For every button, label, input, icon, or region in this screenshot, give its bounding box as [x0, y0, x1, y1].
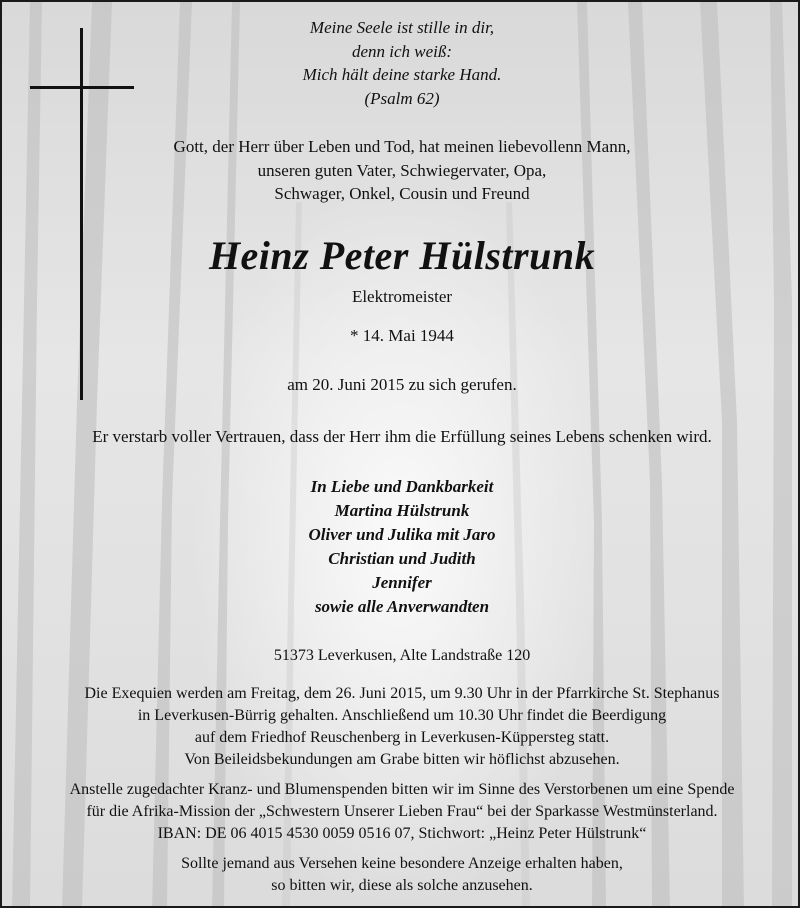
exequien-line-1: Die Exequien werden am Freitag, dem 26. Juni 2015, um 9.30 Uhr in der Pfarrkirche St. Stephanus: [84, 685, 720, 702]
closing-line-1: Sollte jemand aus Versehen keine besondere Anzeige erhalten haben,: [181, 855, 623, 872]
intro-line-3: Schwager, Onkel, Cousin und Freund: [274, 184, 530, 203]
family-line-4: Christian und Judith: [328, 549, 476, 568]
family-address: 51373 Leverkusen, Alte Landstraße 120: [273, 647, 531, 664]
family-line-5: Jennifer: [372, 573, 432, 592]
donation-line-2: für die Afrika-Mission der „Schwestern Unserer Lieben Frau“ bei der Sparkasse Westmünsterland.: [86, 803, 718, 820]
psalm-line-3: Mich hält deine starke Hand.: [302, 65, 502, 84]
closing-line-2: so bitten wir, diese als solche anzusehen.: [271, 877, 533, 894]
donation-iban: IBAN: DE 06 4015 4530 0059 0516 07, Stichwort: „Heinz Peter Hülstrunk“: [157, 825, 647, 842]
death-date: am 20. Juni 2015 zu sich gerufen.: [287, 375, 517, 394]
birth-date: * 14. Mai 1944: [350, 326, 454, 345]
exequien-line-4: Von Beileidsbekundungen am Grabe bitten wir höflichst abzusehen.: [184, 751, 620, 768]
donation-line-1: Anstelle zugedachter Kranz- und Blumenspenden bitten wir im Sinne des Verstorbenen um eine Spende: [69, 781, 735, 798]
family-line-1: In Liebe und Dankbarkeit: [310, 477, 494, 496]
family-line-3: Oliver und Julika mit Jaro: [308, 525, 496, 544]
deceased-profession: Elektromeister: [351, 287, 453, 306]
intro-line-2: unseren guten Vater, Schwiegervater, Opa,: [257, 161, 547, 180]
exequien-line-2: in Leverkusen-Bürrig gehalten. Anschließend um 10.30 Uhr findet die Beerdigung: [137, 707, 667, 724]
psalm-reference: (Psalm 62): [364, 89, 440, 108]
intro-line-1: Gott, der Herr über Leben und Tod, hat meinen liebevollenn Mann,: [173, 137, 631, 156]
faith-statement: Er verstarb voller Vertrauen, dass der Herr ihm die Erfüllung seines Lebens schenken wird.: [92, 427, 712, 446]
deceased-name: Heinz Peter Hülstrunk: [208, 233, 596, 278]
family-line-2: Martina Hülstrunk: [334, 501, 470, 520]
psalm-line-1: Meine Seele ist stille in dir,: [309, 18, 495, 37]
family-line-6: sowie alle Anverwandten: [314, 597, 490, 616]
psalm-line-2: denn ich weiß:: [351, 42, 453, 61]
exequien-line-3: auf dem Friedhof Reuschenberg in Leverkusen-Küppersteg statt.: [194, 729, 610, 746]
